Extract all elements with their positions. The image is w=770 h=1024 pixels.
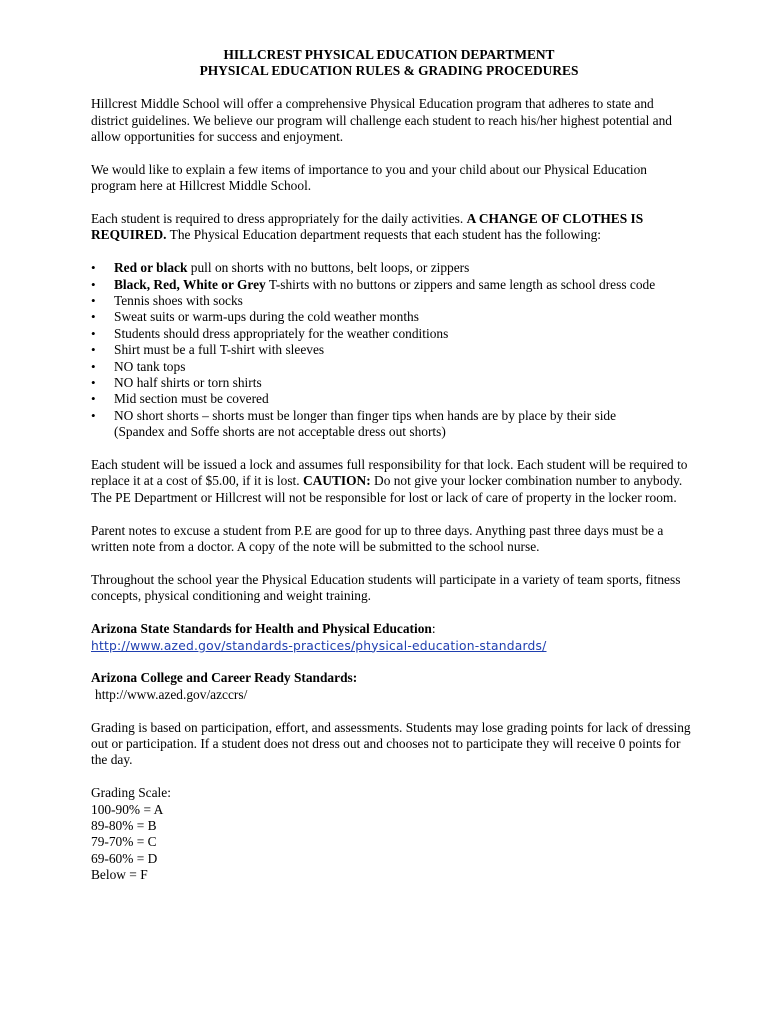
list-item-text: Mid section must be covered [114, 391, 269, 407]
grading-paragraph: Grading is based on participation, effort, and assessments. Students may lose grading points for lack of dressing out or participation. If a student does not dress out and chooses not to participate they will receive 0 points for the day. [91, 719, 691, 768]
bullet-icon: • [91, 309, 96, 325]
list-item [91, 342, 691, 358]
header-title: HILLCREST PHYSICAL EDUCATION DEPARTMENT [223, 47, 555, 62]
document-body [91, 47, 691, 884]
dress-lead-bold: A CHANGE OF CLOTHES IS REQUIRED. [91, 211, 644, 243]
list-item-subnote: (Spandex and Soffe shorts are not acceptable dress out shorts) [114, 424, 446, 440]
bullet-icon: • [91, 358, 96, 374]
list-item [91, 293, 691, 309]
lock-text: Each student will be issued a lock and assumes full responsibility for that lock. Each student will be required to replace it at a cost of $5.00, if it is lost. [91, 457, 688, 489]
bullet-icon: • [91, 260, 96, 276]
list-item [91, 391, 691, 407]
dress-lead: Each student is required to dress appropriately for the daily activities. [91, 211, 467, 227]
list-item [91, 326, 691, 342]
grade-row: 89-80% = B [91, 817, 157, 833]
list-item-text: NO tank tops [114, 358, 186, 374]
list-item-text: NO half shirts or torn shirts [114, 375, 262, 391]
list-item [91, 309, 691, 325]
list-item-text: T-shirts with no buttons or zippers and same length as school dress code [265, 276, 656, 292]
grade-row: 100-90% = A [91, 801, 164, 817]
college-standards-title: Arizona College and Career Ready Standards: [91, 670, 358, 686]
list-item [91, 260, 691, 276]
bullet-icon: • [91, 293, 96, 309]
list-item-text: Sweat suits or warm-ups during the cold weather months [114, 309, 419, 325]
list-item-text: Students should dress appropriately for the weather conditions [114, 325, 449, 341]
bullet-icon: • [91, 276, 96, 292]
list-item-text: Shirt must be a full T-shirt with sleeves [114, 342, 325, 358]
list-item-text: pull on shorts with no buttons, belt loops, or zippers [187, 260, 470, 276]
dress-lead-tail: The Physical Education department requests that each student has the following: [166, 227, 601, 243]
lock-paragraph [91, 457, 691, 506]
header-subtitle: PHYSICAL EDUCATION RULES & GRADING PROCEDURES [199, 63, 579, 79]
bullet-icon: • [91, 375, 96, 391]
state-standards-block [91, 621, 691, 654]
bullet-icon: • [91, 342, 96, 358]
list-item-bold: Black, Red, White or Grey [114, 276, 266, 292]
list-item-text: Tennis shoes with socks [114, 293, 243, 309]
explain-paragraph: We would like to explain a few items of importance to you and your child about our Physical Education program here at Hillcrest Middle School. [91, 161, 647, 194]
state-standards-title: Arizona State Standards for Health and Physical Education [91, 621, 432, 637]
grade-row: 79-70% = C [91, 834, 157, 850]
parent-notes-paragraph: Parent notes to excuse a student from P.E are good for up to three days. Anything past three days must be a written note from a doctor. A copy of the note will be submitted to the school nurse. [91, 522, 664, 555]
activities-paragraph: Throughout the school year the Physical Education students will participate in a variety of team sports, fitness concepts, physical conditioning and weight training. [91, 571, 681, 604]
list-item [91, 408, 691, 441]
list-item [91, 277, 691, 293]
list-item [91, 359, 691, 375]
grading-scale-title: Grading Scale: [91, 785, 171, 801]
state-standards-colon: : [431, 621, 436, 637]
grade-row: 69-60% = D [91, 850, 158, 866]
intro-paragraph: Hillcrest Middle School will offer a comprehensive Physical Education program that adheres to state and district guidelines. We believe our program will challenge each student to reach his/her highest potential and allow opportunities for success and enjoyment. [91, 96, 672, 145]
bullet-icon: • [91, 391, 96, 407]
dress-code-list [91, 260, 691, 440]
lock-text-continued: Do not give your locker combination number to anybody. The PE Department or Hillcrest will not be responsible for lost or lack of care of property in the locker room. [91, 473, 683, 505]
college-standards-block [91, 670, 691, 703]
bullet-icon: • [91, 407, 96, 423]
state-standards-link[interactable]: http://www.azed.gov/standards-practices/physical-education-standards/ [91, 638, 547, 653]
college-standards-url: http://www.azed.gov/azccrs/ [95, 686, 248, 702]
list-item [91, 375, 691, 391]
list-item-text: NO short shorts – shorts must be longer than finger tips when hands are by place by their side [114, 407, 617, 423]
grade-row: Below = F [91, 867, 148, 883]
list-item-bold: Red or black [114, 260, 188, 276]
grading-scale [91, 785, 691, 883]
dress-paragraph [91, 211, 691, 244]
document-header [87, 47, 691, 80]
caution-label: CAUTION: [302, 473, 371, 489]
bullet-icon: • [91, 325, 96, 341]
